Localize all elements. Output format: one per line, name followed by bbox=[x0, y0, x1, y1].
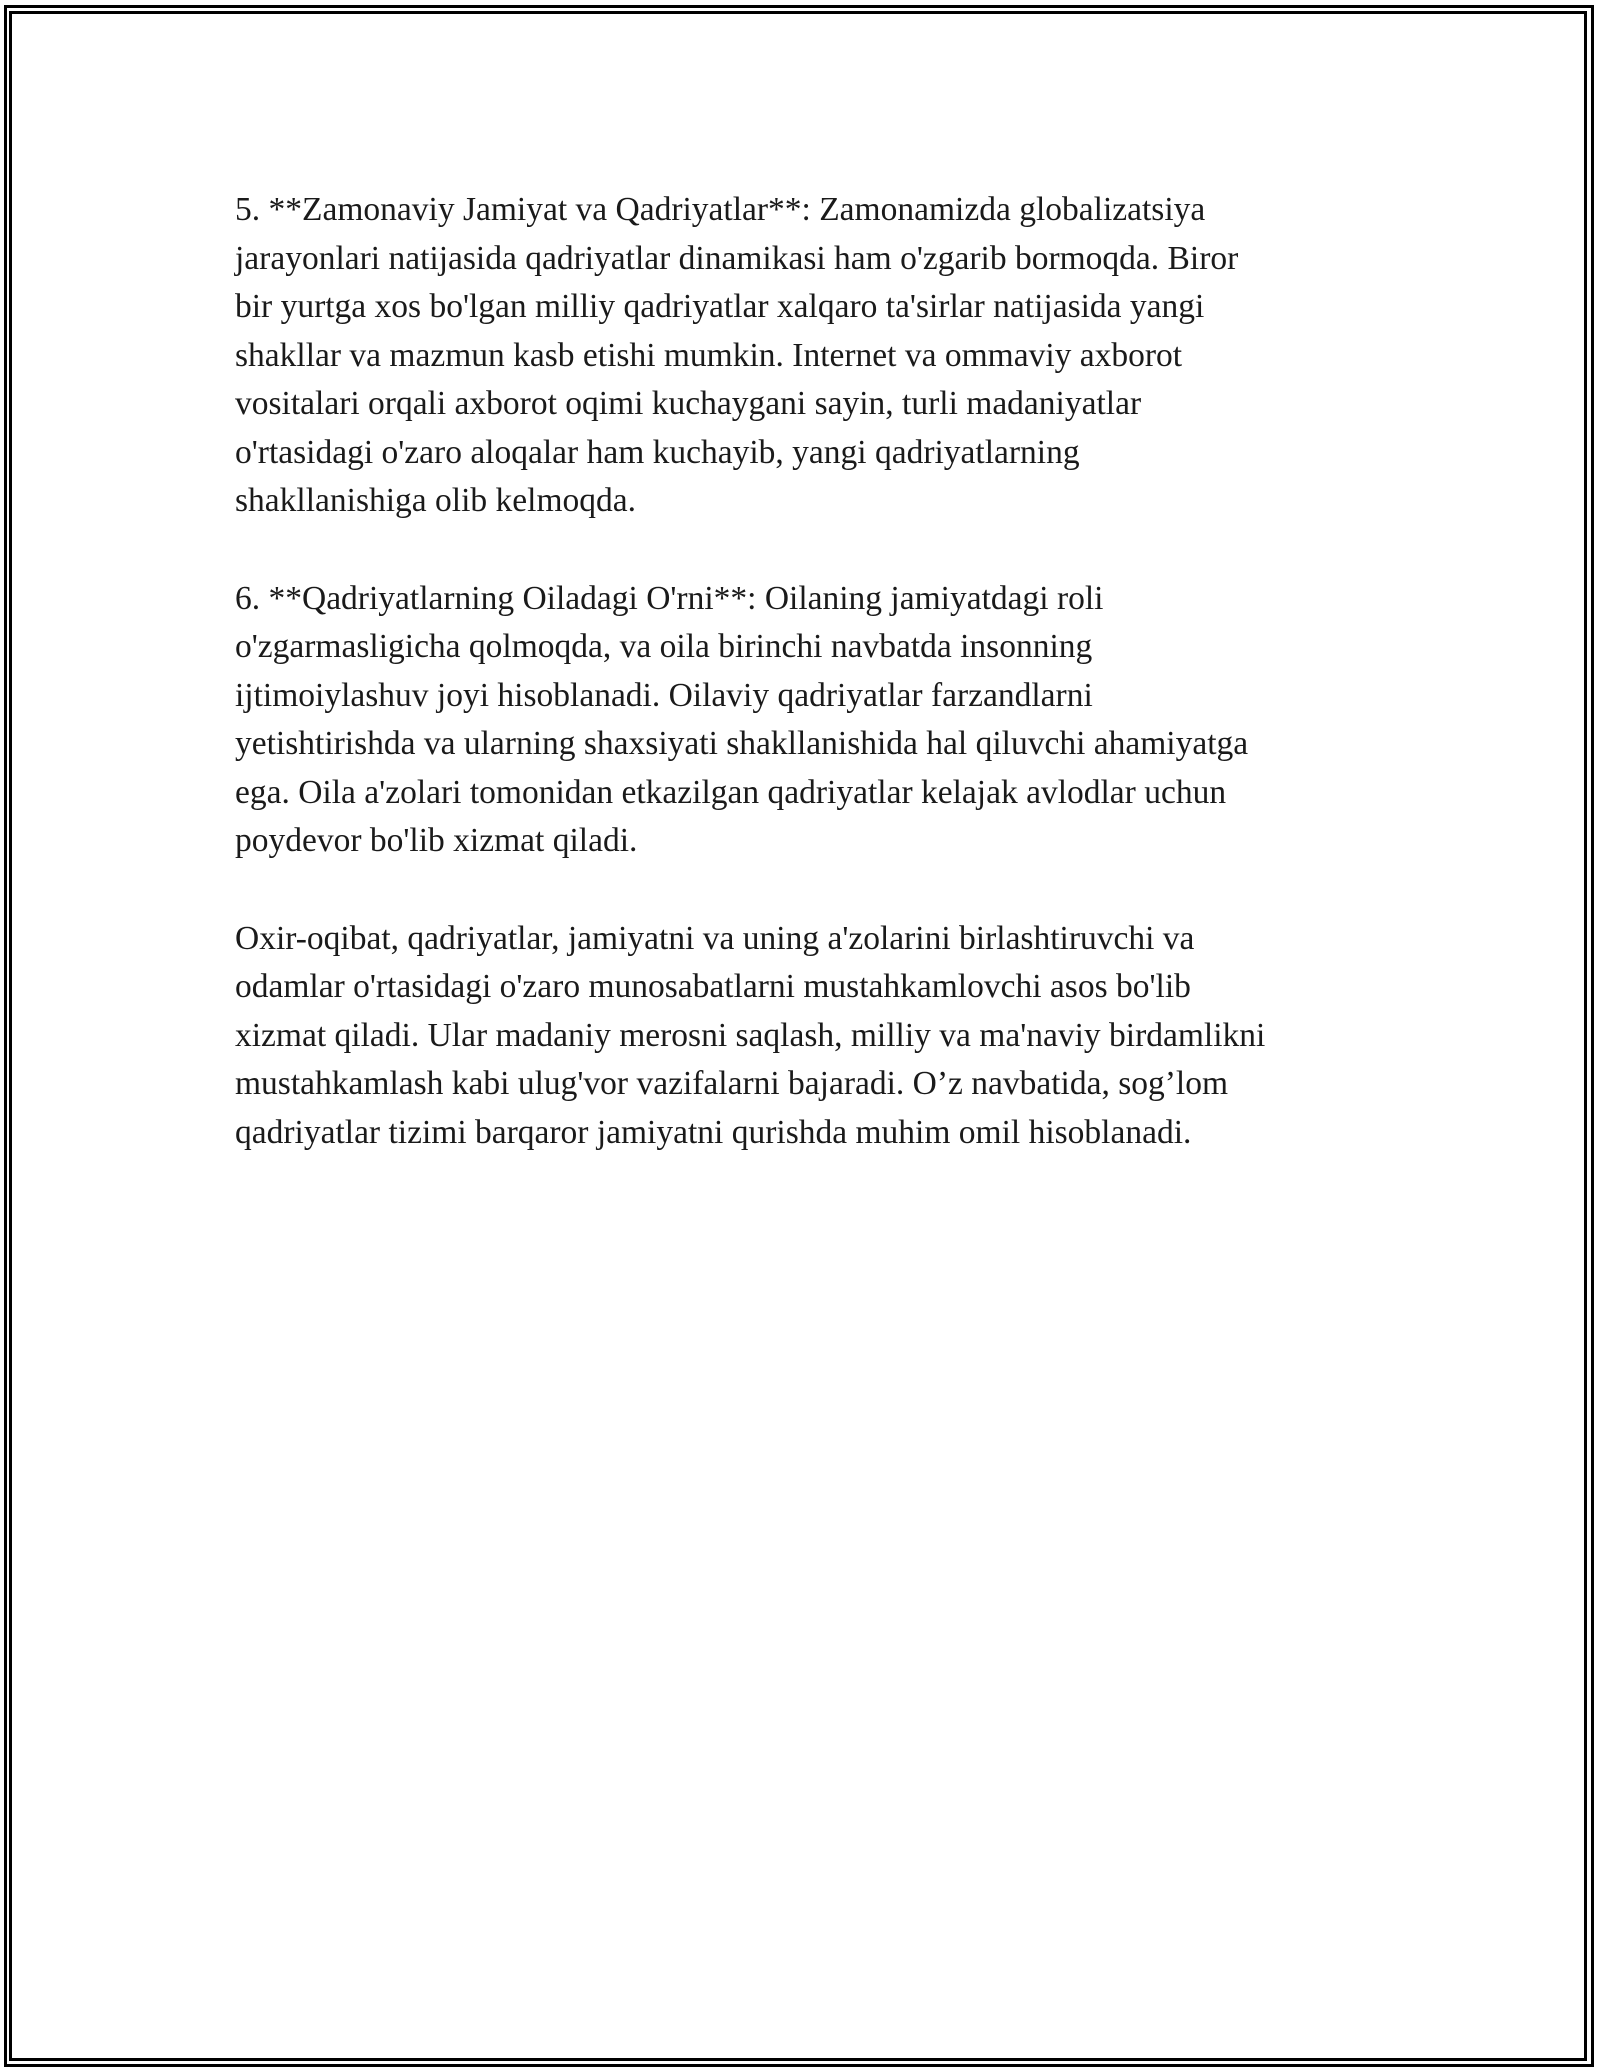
paragraph-modern-society-values: 5. **Zamonaviy Jamiyat va Qadriyatlar**: Zamonamizda globalizatsiya jarayonlari natijasida qadriyatlar dinamikasi ham o'zgarib bormoqda. Biror bir yurtga xos bo'lgan milliy qadriyatlar xalqaro ta'sirlar natijasida yangi shakllar va mazmun kasb etishi mumkin. Internet va ommaviy axborot vositalari orqali axborot oqimi kuchaygani sayin, turli madaniyatlar o'rtasidagi o'zaro aloqalar ham kuchayib, yangi qadriyatlarning shakllanishiga olib kelmoqda. bbox=[235, 191, 1239, 519]
paragraph-conclusion: Oxir-oqibat, qadriyatlar, jamiyatni va uning a'zolarini birlashtiruvchi va odamlar o'rtasidagi o'zaro munosabatlarni mustahkamlovchi asos bo'lib xizmat qiladi. Ular madaniy merosni saqlash, milliy va ma'naviy birdamlikni mustahkamlash kabi ulug'vor vazifalarni bajaradi. O’z navbatida, sog’lom qadriyatlar tizimi barqaror jamiyatni qurishda muhim omil hisoblanadi. bbox=[235, 919, 1266, 1151]
document-body bbox=[235, 186, 1385, 1206]
paragraph-family-values: 6. **Qadriyatlarning Oiladagi O'rni**: Oilaning jamiyatdagi roli o'zgarmasligicha qolmoqda, va oila birinchi navbatda insonning ijtimoiylashuv joyi hisoblanadi. Oilaviy qadriyatlar farzandlarni yetishtirishda va ularning shaxsiyati shakllanishida hal qiluvchi ahamiyatga ega. Oila a'zolari tomonidan etkazilgan qadriyatlar kelajak avlodlar uchun poydevor bo'lib xizmat qiladi. bbox=[235, 579, 1249, 859]
